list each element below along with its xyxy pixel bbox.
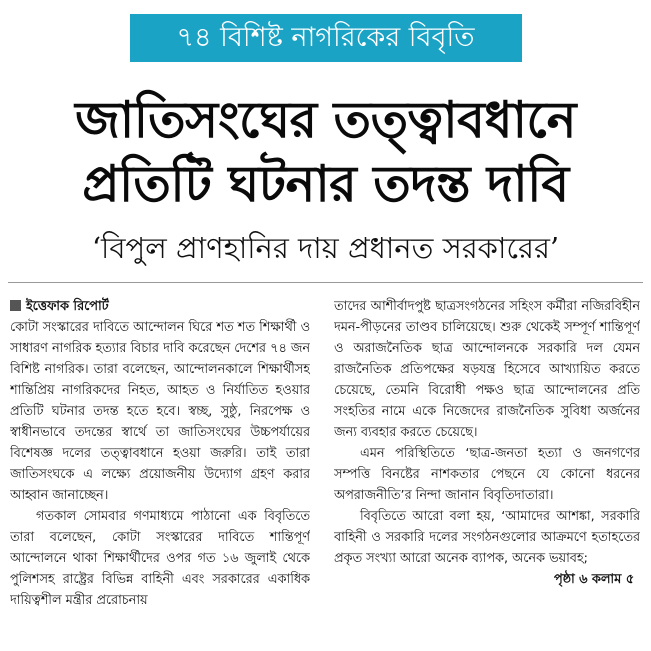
byline-text: ইত্তেফাক রিপোর্ট	[26, 299, 109, 314]
paragraph: এমন পরিস্থিতিতে ‘ছাত্র-জনতা হত্যা ও জনগণের সম্পত্তি বিনষ্টের নাশকতার পেছনে যে কোনো ধরনের অপরাজনীতি’র নিন্দা জানান বিবৃতিদাতারা।	[334, 446, 640, 503]
byline	[10, 296, 310, 317]
paragraph: গতকাল সোমবার গণমাধ্যমে পাঠানো এক বিবৃতিতে তারা বলেছেন, কোটা সংস্কারের দাবিতে শান্তিপূর্ণ আন্দোলনে থাকা শিক্ষার্থীদের ওপর গত ১৬ জুলাই থেকে পুলিশসহ রাষ্ট্রের বিভিন্ন বাহিনী এবং সরকারের একাধিক দায়িত্বশীল মন্ত্রীর প্ররোচনায়	[10, 509, 310, 608]
continued-jump-line: পৃষ্ঠা ৬ কলাম ৫	[553, 572, 634, 587]
kicker-text: ৭৪ বিশিষ্ট নাগরিকের বিবৃতি	[130, 14, 522, 62]
paragraph: কোটা সংস্কারের দাবিতে আন্দোলন ঘিরে শত শত শিক্ষার্থী ও সাধারণ নাগরিক হত্যার বিচার দাবি করেছেন দেশের ৭৪ জন বিশিষ্ট নাগরিক। তারা বলেছেন, আন্দোলনকালে শিক্ষার্থীসহ শান্তিপ্রিয় নাগরিকদের নিহত, আহত ও নির্যাতিত হওয়ার প্রতিটি ঘটনার তদন্ত হতে হবে। স্বচ্ছ, সুষ্ঠু, নিরপেক্ষ ও স্বাধীনভাবে তদন্তের স্বার্থে তা জাতিসংঘের উচ্চপর্যায়ের বিশেষজ্ঞ দলের তত্ত্বাবধানে হওয়া জরুরি। তাই তারা জাতিসংঘকে এ লক্ষ্যে প্রয়োজনীয় উদ্যোগ গ্রহণ করার আহ্বান জানাচ্ছেন।	[10, 320, 310, 503]
divider-rule	[8, 282, 643, 283]
article-column-right	[334, 296, 640, 646]
headline-line-2: প্রতিটি ঘটনার তদন্ত দাবি	[82, 155, 569, 213]
paragraph	[334, 506, 640, 587]
headline-line-1: জাতিসংঘের তত্ত্বাবধানে	[75, 91, 576, 149]
paragraph-text: বিবৃতিতে আরো বলা হয়, ‘আমাদের আশঙ্কা, সরকারি বাহিনী ও সরকারি দলের সংগঠনগুলোর আক্রমণে হতাহতের প্রকৃত সংখ্যা আরো অনেক ব্যাপক, অনেক ভয়াবহ;	[334, 509, 640, 566]
article-column-left	[10, 296, 310, 646]
subheadline: ‘বিপুল প্রাণহানির দায় প্রধানত সরকারের’	[91, 231, 560, 265]
paragraph: তাদের আশীর্বাদপুষ্ট ছাত্রসংগঠনের সহিংস কর্মীরা নজিরবিহীন দমন-পীড়নের তাণ্ডব চালিয়েছে। শুরু থেকেই সম্পূর্ণ শান্তিপূর্ণ ও অরাজনৈতিক ছাত্র আন্দোলনকে সরকারি দল যেমন রাজনৈতিক প্রতিপক্ষের ষড়যন্ত্র হিসেবে আখ্যায়িত করতে চেয়েছে, তেমনি বিরোধী পক্ষও ছাত্র আন্দোলনের প্রতি সংহতির নামে একে নিজেদের রাজনৈতিক সুবিধা অর্জনের জন্য ব্যবহার করতে চেয়েছে।	[334, 299, 640, 440]
headline	[0, 88, 651, 216]
kicker-banner	[0, 14, 651, 62]
square-bullet-icon	[10, 300, 21, 311]
